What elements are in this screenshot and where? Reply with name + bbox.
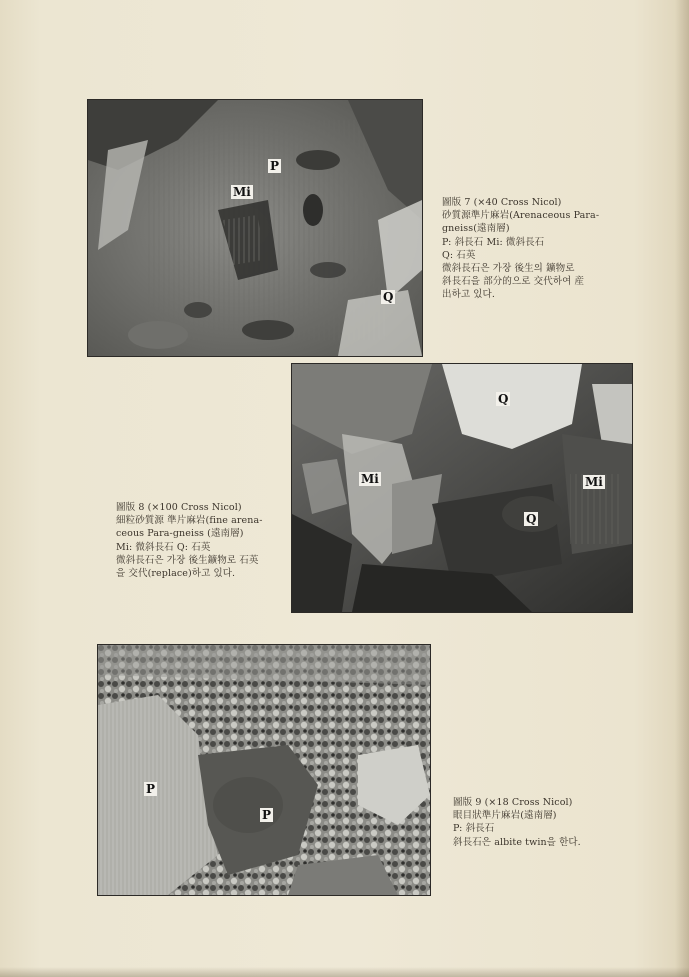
plate-8-caption-line: 圖版 8 (×100 Cross Nicol) <box>116 502 242 513</box>
plate-8-image <box>292 364 632 612</box>
plate-7-caption-line: 出하고 있다. <box>442 289 495 301</box>
page-bottom-shadow <box>0 967 689 977</box>
plate-7-caption-line: 圖版 7 (×40 Cross Nicol) <box>442 197 562 208</box>
plate-8-photomicrograph <box>292 364 632 612</box>
plate-7-caption-line: 斜長石을 部分的으로 交代하여 産 <box>442 276 585 288</box>
plate-8-caption-line: 細粒砂質源 準片麻岩(fine arena- <box>116 515 263 527</box>
plate-7-label-p: P <box>270 159 280 173</box>
plate-9-photomicrograph <box>98 645 430 895</box>
plate-9-caption-line: 眼目狀準片麻岩(遠南層) <box>453 810 557 822</box>
plate-7-label-q: Q <box>383 290 394 304</box>
plate-9-caption-line: 斜長石은 albite twin을 한다. <box>453 836 581 848</box>
plate-8-caption-line: ceous Para-gneiss (遠南層) <box>116 528 244 540</box>
plate-9-image <box>98 645 430 895</box>
plate-8-caption <box>116 501 263 580</box>
plate-7-caption-line: 微斜長石은 가장 後生의 鑛物로 <box>442 263 575 275</box>
plate-8-caption-line: Mi: 微斜長石 Q: 石英 <box>116 541 211 553</box>
plate-9-label-p: P <box>262 808 272 822</box>
plate-9-label-p: P <box>146 782 156 796</box>
plate-9-caption <box>453 796 581 849</box>
plate-8-label-q: Q <box>526 512 537 526</box>
plate-9-caption-line: P: 斜長石 <box>453 823 495 835</box>
plate-7-caption-line: gneiss(遠南層) <box>442 223 510 235</box>
plate-8-label-mi: Mi <box>585 475 603 489</box>
plate-8-label-mi: Mi <box>361 472 379 486</box>
plate-8-label-q: Q <box>498 392 509 406</box>
plate-7-image <box>88 100 422 356</box>
plate-7-caption-line: Q: 石英 <box>442 249 476 261</box>
plate-8-caption-line: 微斜長石은 가장 後生鑛物로 石英 <box>116 554 259 566</box>
plate-7-caption-line: 砂質源準片麻岩(Arenaceous Para- <box>442 210 600 222</box>
plate-8-caption-line: 을 交代(replace)하고 있다. <box>116 568 236 580</box>
plate-9-caption-line: 圖版 9 (×18 Cross Nicol) <box>453 797 573 808</box>
page-edge-shadow <box>675 0 689 977</box>
plate-7-label-mi: Mi <box>233 185 251 199</box>
plate-7-photomicrograph <box>88 100 422 356</box>
plate-7-caption <box>442 196 599 302</box>
plate-7-caption-line: P: 斜長石 Mi: 微斜長石 <box>442 236 545 248</box>
